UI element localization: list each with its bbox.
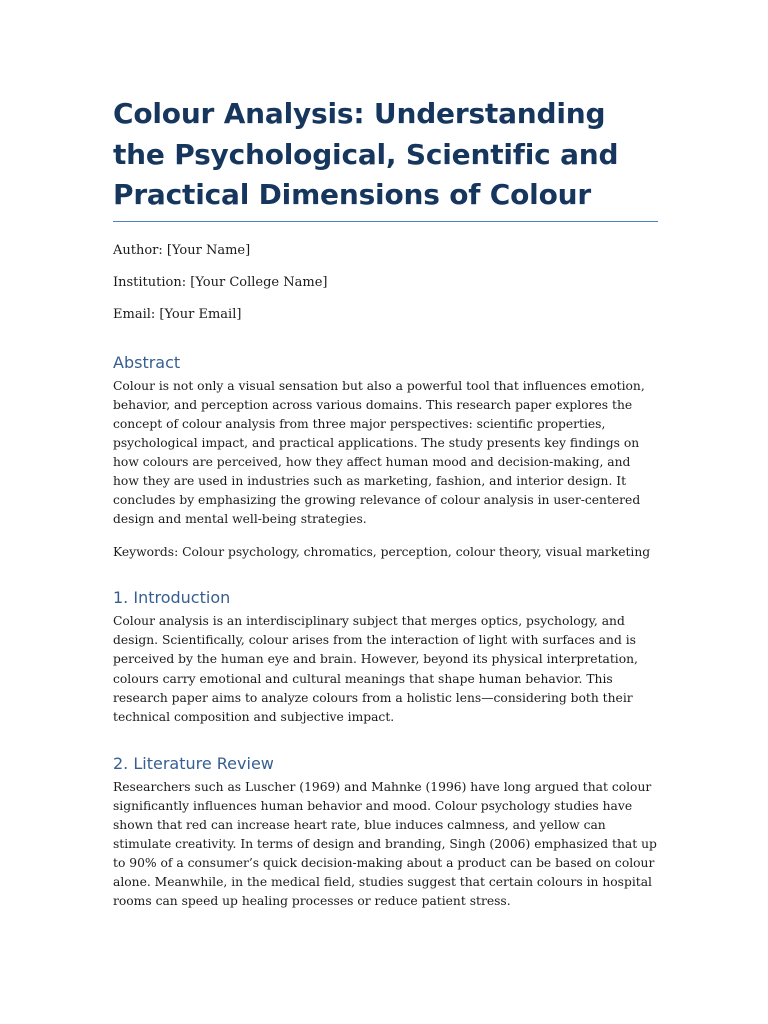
introduction-section [113, 587, 658, 727]
abstract-section [113, 352, 658, 562]
introduction-heading: 1. Introduction [113, 588, 231, 608]
author-line: Author: [Your Name] [113, 242, 251, 258]
literature-review-text: Researchers such as Luscher (1969) and Mahnke (1996) have long argued that colour significantly influences human behavior and mood. Colour psychology studies have shown that red can increase heart rate, blue induces calmness, and yellow can stimulate creativity. In terms of design and branding, Singh (2006) emphasized that up to 90% of a consumer’s quick decision-making about a product can be based on colour alone. Meanwhile, in the medical field, studies suggest that certain colours in hospital rooms can speed up healing processes or reduce patient stress. [113, 779, 657, 909]
abstract-text: Colour is not only a visual sensation but also a powerful tool that influences emotion, behavior, and perception across various domains. This research paper explores the concept of colour analysis from three major perspectives: scientific properties, psychological impact, and practical applications. The study presents key findings on how colours are perceived, how they affect human mood and decision-making, and how they are used in industries such as marketing, fashion, and interior design. It concludes by emphasizing the growing relevance of colour analysis in user-centered design and mental well-being strategies. [113, 378, 645, 527]
institution-line: Institution: [Your College Name] [113, 274, 328, 290]
title-underline [113, 221, 658, 222]
email-line: Email: [Your Email] [113, 306, 242, 322]
keywords-line: Keywords: Colour psychology, chromatics, perception, colour theory, visual marketing [113, 545, 651, 560]
literature-review-section [113, 753, 658, 912]
literature-review-heading: 2. Literature Review [113, 753, 274, 773]
abstract-heading: Abstract [113, 352, 181, 372]
introduction-text: Colour analysis is an interdisciplinary subject that merges optics, psychology, and design. Scientifically, colour arises from the interaction of light with surfaces and is perceived by the human eye and brain. However, beyond its physical interpretation, colours carry emotional and cultural meanings that shape human behavior. This research paper aims to analyze colours from a holistic lens—considering both their technical composition and subjective impact. [113, 614, 638, 724]
document-title: Colour Analysis: Understanding the Psychological, Scientific and Practical Dimensions of Colour [113, 97, 619, 211]
document-body [113, 94, 658, 911]
